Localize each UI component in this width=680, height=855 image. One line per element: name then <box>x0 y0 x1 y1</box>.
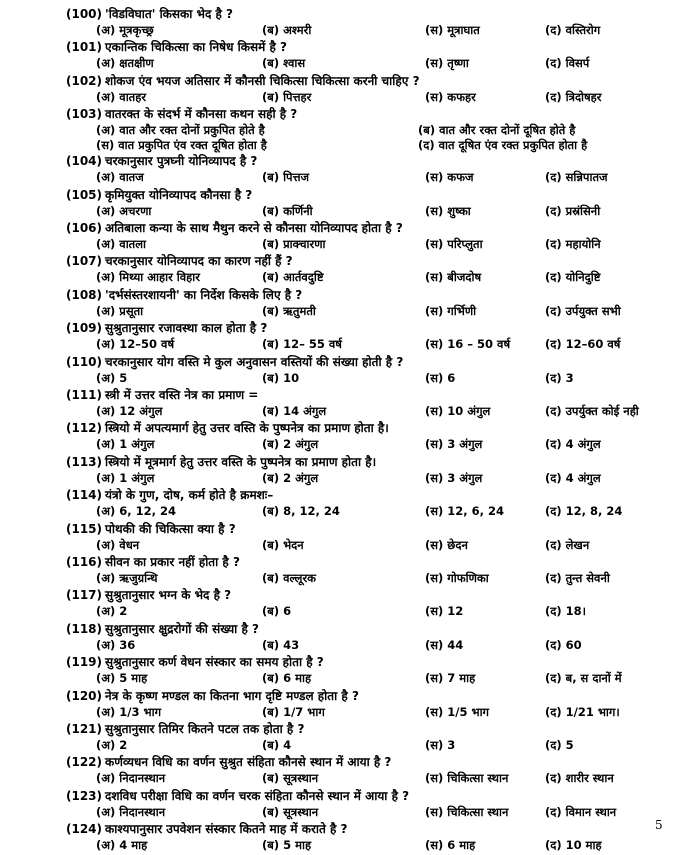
question-number: (118) <box>66 621 103 636</box>
answer-option: (द) शारीर स्थान <box>545 771 614 786</box>
answer-option: (स) 10 अंगुल <box>425 404 491 418</box>
answer-option: (स) गोफणिका <box>425 571 489 585</box>
answer-option: (द) 18। <box>545 604 586 619</box>
answer-option: (स) 1/5 भाग <box>425 704 490 719</box>
answer-option: (स) तृष्णा <box>425 56 469 71</box>
answer-option: (ब) 8, 12, 24 <box>262 504 340 519</box>
answer-option: (स) गर्भिणी <box>425 303 477 318</box>
answer-option: (ब) कर्णिनी <box>262 203 313 218</box>
question-number: (121) <box>66 722 103 736</box>
answer-option: (स) 3 अंगुल <box>425 437 483 452</box>
answer-option: (अ) वेधन <box>96 537 140 552</box>
answer-option: (द) तुन्त सेवनी <box>545 571 610 585</box>
answer-option: (अ) 1/3 भाग <box>96 704 162 719</box>
answer-option: (ब) 12– 55 वर्ष <box>262 337 342 352</box>
question-number: (108) <box>66 287 103 302</box>
question-text <box>66 554 240 570</box>
answer-option: (अ) मिथ्या आहार विहार <box>96 270 200 285</box>
question-number: (106) <box>66 221 103 235</box>
question-label: सुश्रुतानुसार भग्न के भेद है ? <box>105 588 232 603</box>
answer-option: (अ) 2 <box>96 604 128 619</box>
answer-option: (द) 4 अंगुल <box>545 470 601 485</box>
question-number: (102) <box>66 73 103 88</box>
question-number: (105) <box>66 187 103 202</box>
question-text <box>66 788 409 804</box>
answer-option: (स) 16 – 50 वर्ष <box>425 337 511 352</box>
answer-option: (स) छेदन <box>425 537 468 552</box>
answer-option: (अ) वातज <box>96 170 144 185</box>
question-text <box>66 73 420 89</box>
answer-option: (द) 10 माह <box>545 838 602 853</box>
answer-option: (ब) अश्मरी <box>262 23 312 37</box>
question-number: (123) <box>66 788 103 803</box>
answer-option: (स) 7 माह <box>425 671 476 686</box>
answer-option: (स) 44 <box>425 637 464 652</box>
answer-option: (द) प्रस्रंसिनी <box>545 203 601 218</box>
answer-option: (स) कफहर <box>425 89 476 104</box>
answer-option: (ब) सूत्रस्थान <box>262 804 319 819</box>
answer-option: (द) 60 <box>545 637 582 652</box>
answer-option: (द) वस्तिरोग <box>545 23 601 37</box>
answer-option: (द) विसर्प <box>545 56 590 71</box>
question-label: अतिबाला कन्या के साथ मैथुन करने से कौनसा योनिव्यापद होता है ? <box>105 221 403 235</box>
answer-option: (द) सन्निपातज <box>545 170 608 185</box>
answer-option: (ब) 2 अंगुल <box>262 470 319 485</box>
answer-option: (ब) 4 <box>262 738 292 752</box>
question-text <box>66 654 324 670</box>
question-label: पोथकी की चिकित्सा क्या है ? <box>105 521 236 536</box>
answer-option: (ब) भेदन <box>262 537 304 552</box>
answer-option: (ब) सूत्रस्थान <box>262 771 319 786</box>
answer-option: (स) मूत्राघात <box>425 23 480 37</box>
answer-option: (द) त्रिदोषहर <box>545 89 602 104</box>
answer-option: (द) लेखन <box>545 537 590 552</box>
question-text <box>66 521 236 537</box>
answer-option: (स) 3 <box>425 738 456 752</box>
answer-option: (अ) 2 <box>96 738 128 752</box>
question-text <box>66 821 348 837</box>
question-label: स्त्रियो में अपत्यमार्ग हेतु उत्तर वस्ति के पुष्पनेत्र का प्रमाण होता है। <box>105 421 389 436</box>
answer-option: (द) 4 अंगुल <box>545 437 601 452</box>
answer-option: (अ) वात और रक्त दोनों प्रकुपित होते है <box>96 123 265 138</box>
answer-option: (द) उर्पयुक्त सभी <box>545 303 621 318</box>
answer-option: (ब) आर्तवदुष्टि <box>262 270 324 285</box>
question-text <box>66 320 267 336</box>
answer-option: (स) कफज <box>425 170 474 185</box>
answer-option: (अ) 36 <box>96 637 136 652</box>
question-number: (111) <box>66 388 103 402</box>
answer-option: (ब) ऋतुमती <box>262 303 316 318</box>
answer-option: (अ) 1 अंगुल <box>96 470 155 485</box>
question-text <box>66 187 252 203</box>
answer-option: (स) बीजदोष <box>425 270 482 285</box>
question-label: सुश्रुतानुसार रजावस्था काल होता है ? <box>105 321 268 336</box>
answer-option: (द) उपर्युक्त कोई नही <box>545 404 639 418</box>
question-label: एकान्तिक चिकित्सा का निषेध किसमें है ? <box>105 40 287 55</box>
answer-option: (स) 6 <box>425 370 456 385</box>
question-text <box>66 354 403 370</box>
question-text <box>66 420 389 436</box>
question-label: दशविध परीक्षा विधि का वर्णन चरक संहिता कौनसे स्थान में आया है ? <box>105 788 410 803</box>
answer-option: (ब) 5 माह <box>262 838 312 853</box>
question-label: सुश्रुतानुसार क्षुद्ररोगों की संख्या है ? <box>105 621 259 636</box>
answer-option: (ब) 6 माह <box>262 671 312 686</box>
answer-option: (ब) 1/7 भाग <box>262 704 325 719</box>
answer-option: (अ) निदानस्थान <box>96 804 166 819</box>
answer-option: (द) वात दूषित एंव रक्त प्रकुपित होता है <box>418 138 588 153</box>
answer-option: (ब) वात और रक्त दोनों दूषित होते है <box>418 123 576 138</box>
answer-option: (अ) 12 अंगुल <box>96 404 163 418</box>
answer-option: (ब) पित्तज <box>262 170 310 185</box>
answer-option: (द) योनिदुष्टि <box>545 270 601 285</box>
question-number: (119) <box>66 655 103 670</box>
question-label: यंत्रो के गुण, दोष, कर्म होते है क्रमशः– <box>105 488 274 503</box>
question-label: स्त्रियो में मूत्रमार्ग हेतु उत्तर वस्ति के पुष्पनेत्र का प्रमाण होता है। <box>105 454 377 469</box>
answer-option: (अ) 5 <box>96 370 128 385</box>
answer-option: (अ) मूत्रकृच्छ्र <box>96 23 154 37</box>
answer-option: (द) 3 <box>545 370 574 385</box>
question-number: (115) <box>66 521 103 536</box>
question-label: 'दर्भसंस्तरशायनी' का निर्देश किसके लिए है ? <box>105 287 303 302</box>
answer-option: (स) 6 माह <box>425 838 476 853</box>
answer-option: (द) ब, स दानों में <box>545 671 622 686</box>
question-text <box>66 6 233 22</box>
page-number: 5 <box>655 818 663 832</box>
question-number: (104) <box>66 154 103 169</box>
answer-option: (स) 12 <box>425 604 464 619</box>
question-number: (116) <box>66 555 103 569</box>
question-number: (112) <box>66 421 103 436</box>
question-label: सुश्रुतानुसार तिमिर कितने पटल तक होता है ? <box>105 722 305 736</box>
question-label: 'विडविघात' किसका भेद है ? <box>105 7 234 21</box>
answer-option: (ब) 14 अंगुल <box>262 404 327 418</box>
question-number: (103) <box>66 107 103 122</box>
question-text <box>66 754 391 770</box>
answer-option: (ब) 43 <box>262 637 300 652</box>
answer-option: (अ) 12–50 वर्ष <box>96 337 175 352</box>
answer-option: (अ) 5 माह <box>96 671 148 686</box>
answer-option: (ब) 10 <box>262 370 300 385</box>
question-number: (107) <box>66 254 103 269</box>
answer-option: (स) 3 अंगुल <box>425 470 483 485</box>
question-text <box>66 153 257 169</box>
question-number: (122) <box>66 755 103 770</box>
question-label: चरकानुसार योग वस्ति मे कुल अनुवासन वस्तियों की संख्या होती है ? <box>105 354 404 369</box>
question-number: (101) <box>66 40 103 55</box>
answer-option: (द) विमान स्थान <box>545 804 617 819</box>
answer-option: (द) 5 <box>545 738 574 752</box>
answer-option: (द) महायोनि <box>545 237 601 251</box>
question-label: शोकज एंव भयज अतिसार में कौनसी चिकित्सा चिकित्सा करनी चाहिए ? <box>105 73 420 88</box>
answer-option: (ब) श्वास <box>262 56 306 71</box>
answer-option: (द) 12–60 वर्ष <box>545 337 621 352</box>
question-label: चरकानुसार योनिव्यापद का कारण नहीं हैं ? <box>105 254 293 269</box>
answer-option: (स) 12, 6, 24 <box>425 504 505 519</box>
question-text <box>66 688 359 704</box>
question-label: स्त्री में उत्तर वस्ति नेत्र का प्रमाण = <box>105 388 259 402</box>
question-text <box>66 106 297 122</box>
answer-option: (अ) वातला <box>96 237 147 251</box>
answer-option: (स) चिकित्सा स्थान <box>425 771 509 786</box>
question-text <box>66 220 403 236</box>
answer-option: (अ) क्षतक्षीण <box>96 56 154 71</box>
answer-option: (अ) प्रसूता <box>96 303 144 318</box>
question-label: नेत्र के कृष्ण मण्डल का कितना भाग दृष्टि मण्डल होता है ? <box>105 688 359 703</box>
answer-option: (अ) 1 अंगुल <box>96 437 155 452</box>
question-number: (100) <box>66 7 103 21</box>
answer-option: (अ) अचरणा <box>96 203 152 218</box>
question-label: काश्यपानुसार उपवेशन संस्कार कितने माह में कराते है ? <box>105 822 348 837</box>
question-number: (114) <box>66 488 103 503</box>
question-number: (113) <box>66 454 103 469</box>
answer-option: (ब) वल्लूरक <box>262 571 316 585</box>
question-text <box>66 287 302 303</box>
question-label: चरकानुसार पुत्रघ्नी योनिव्यापद है ? <box>105 154 258 169</box>
answer-option: (अ) वातहर <box>96 89 147 104</box>
answer-option: (द) 1/21 भाग। <box>545 704 620 719</box>
question-number: (110) <box>66 354 103 369</box>
question-label: सीवन का प्रकार नहीं होता है ? <box>105 555 240 569</box>
answer-option: (ब) पित्तहर <box>262 89 312 104</box>
question-label: सुश्रुतानुसार कर्ण वेधन संस्कार का समय होता है ? <box>105 655 324 670</box>
question-text <box>66 621 259 637</box>
answer-option: (अ) ऋजुग्रन्थि <box>96 571 158 585</box>
answer-option: (ब) 2 अंगुल <box>262 437 319 452</box>
question-text <box>66 487 273 503</box>
question-text <box>66 387 258 403</box>
question-text <box>66 253 293 269</box>
question-text <box>66 454 376 470</box>
answer-option: (स) परिप्लुता <box>425 237 483 251</box>
question-text <box>66 39 287 55</box>
answer-option: (अ) 6, 12, 24 <box>96 504 177 519</box>
answer-option: (ब) प्राक्चारणा <box>262 237 326 251</box>
answer-option: (द) 12, 8, 24 <box>545 504 623 519</box>
answer-option: (ब) 6 <box>262 604 292 619</box>
question-number: (124) <box>66 822 103 837</box>
answer-option: (स) शुष्का <box>425 203 471 218</box>
question-label: कर्णव्यधन विधि का वर्णन सुश्रुत संहिता कौनसे स्थान में आया है ? <box>105 755 392 770</box>
question-label: वातरक्त के संदर्भ में कौनसा कथन सही है ? <box>105 107 298 122</box>
question-number: (117) <box>66 588 103 603</box>
question-number: (109) <box>66 321 103 336</box>
answer-option: (अ) निदानस्थान <box>96 771 166 786</box>
answer-option: (अ) 4 माह <box>96 838 148 853</box>
answer-option: (स) चिकित्सा स्थान <box>425 804 509 819</box>
answer-option: (स) वात प्रकुपित एंव रक्त दूषित होता है <box>96 138 267 153</box>
question-text <box>66 587 231 603</box>
question-label: कृमियुक्त योनिव्यापद कौनसा है ? <box>105 187 253 202</box>
question-text <box>66 721 304 737</box>
question-number: (120) <box>66 688 103 703</box>
